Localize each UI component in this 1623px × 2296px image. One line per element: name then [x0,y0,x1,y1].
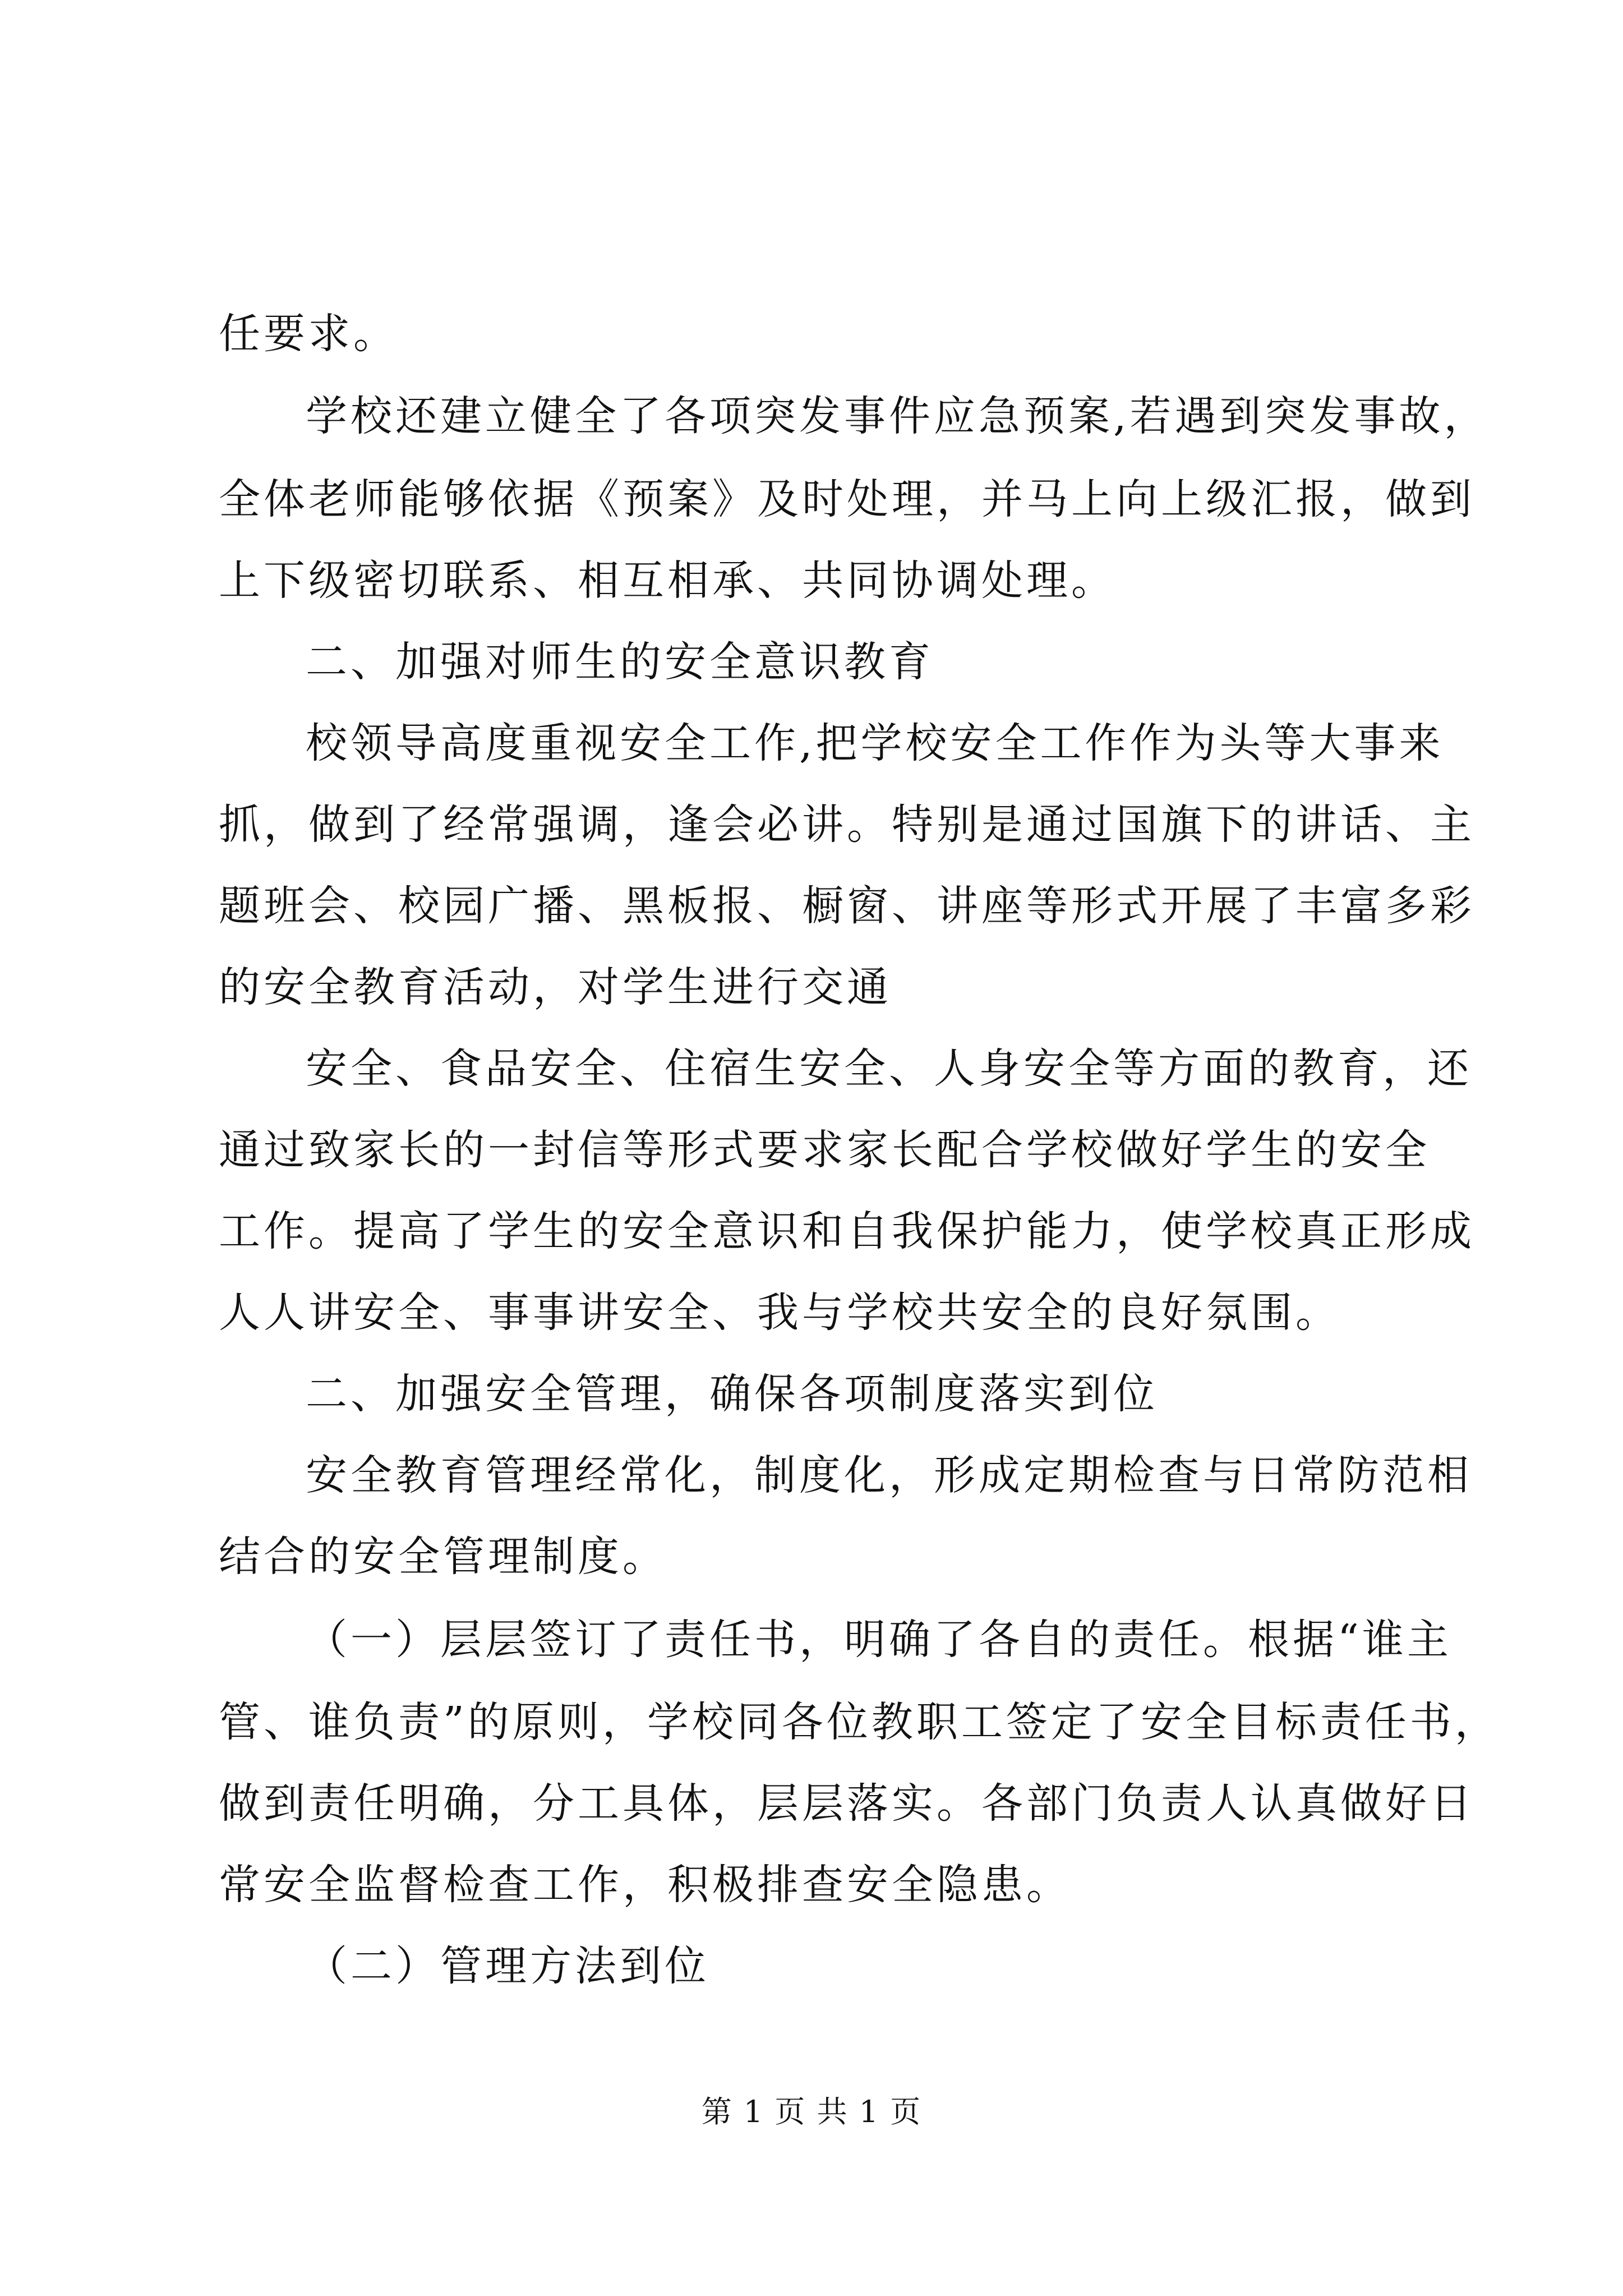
text-line: 校领导高度重视安全工作,把学校安全工作作为头等大事来 [306,719,1444,767]
text-line: 常安全监督检查工作，积极排查安全隐患。 [219,1861,1071,1909]
text-line: （二）管理方法到位 [306,1942,709,1990]
text-line: 人人讲安全、事事讲安全、我与学校共安全的良好氛围。 [219,1289,1340,1337]
text-line: 安全教育管理经常化，制度化，形成定期检查与日常防范相 [306,1451,1472,1499]
text-line: 学校还建立健全了各项突发事件应急预案,若遇到突发事故， [306,392,1489,440]
text-line: 通过致家长的一封信等形式要求家长配合学校做好学生的安全 [219,1126,1430,1174]
text-line: 做到责任明确，分工具体，层层落实。各部门负责人认真做好日 [219,1779,1475,1828]
text-line: 题班会、校园广播、黑板报、橱窗、讲座等形式开展了丰富多彩 [219,882,1475,930]
text-line: 全体老师能够依据《预案》及时处理，并马上向上级汇报，做到 [219,475,1475,523]
section-heading: 二、加强对师生的安全意识教育 [306,638,934,686]
text-line: 结合的安全管理制度。 [219,1533,667,1581]
text-line: 上下级密切联系、相互相承、共同协调处理。 [219,556,1116,605]
page-footer: 第 1 页 共 1 页 [701,2094,922,2129]
text-line: 任要求。 [219,310,398,358]
text-line: （一）层层签订了责任书，明确了各自的责任。根据“谁主 [306,1616,1452,1664]
text-line: 安全、食品安全、住宿生安全、人身安全等方面的教育，还 [306,1045,1472,1093]
text-line: 工作。提高了学生的安全意识和自我保护能力，使学校真正形成 [219,1207,1475,1255]
text-line: 的安全教育活动，对学生进行交通 [219,963,892,1011]
text-line: 管、谁负责”的原则，学校同各位教职工签定了安全目标责任书， [219,1698,1500,1746]
section-heading: 二、加强安全管理，确保各项制度落实到位 [306,1370,1158,1418]
text-line: 抓，做到了经常强调，逢会必讲。特别是通过国旗下的讲话、主 [219,800,1475,849]
